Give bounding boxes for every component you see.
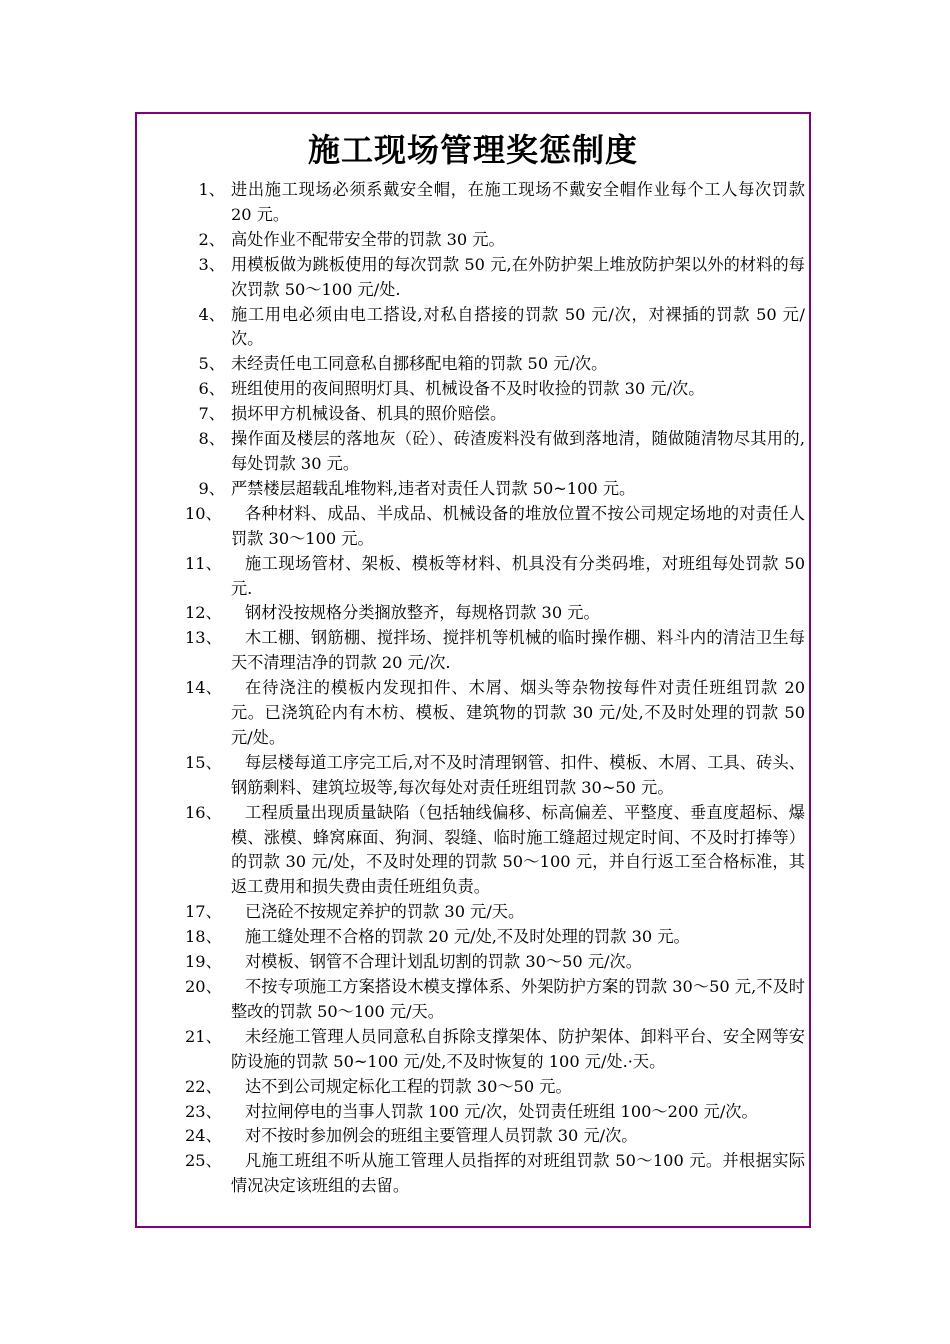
rule-text: 每层楼每道工序完工后,对不及时清理钢管、扣件、模板、木屑、工具、砖头、钢筋剩料、建筑垃圾等,每次每处对责任班组罚款 30~50 元。 [231,752,805,797]
rule-number: 25、 [185,1151,222,1171]
rule-number: 10、 [185,503,222,523]
rule-item [137,676,809,751]
rule-number: 2、 [198,229,225,249]
rule-text: 用模板做为跳板使用的每次罚款 50 元,在外防护架上堆放防护架以外的材料的每次罚款 50～100 元/处. [231,254,805,299]
rule-text: 达不到公司规定标化工程的罚款 30～50 元。 [245,1076,572,1096]
rule-text: 钢材没按规格分类搁放整齐，每规格罚款 30 元。 [245,603,600,623]
rule-number: 4、 [198,304,225,324]
rule-number: 18、 [185,927,222,947]
rule-item [137,352,809,377]
rule-text: 对模板、钢管不合理计划乱切割的罚款 30～50 元/次。 [245,952,642,972]
rule-item [137,751,809,801]
rule-text: 施工用电必须由电工搭设,对私自搭接的罚款 50 元/次，对裸插的罚款 50 元/次。 [231,304,805,349]
rule-number: 15、 [185,752,222,772]
rule-text: 高处作业不配带安全带的罚款 30 元。 [231,229,505,249]
rule-item [137,1100,809,1125]
rule-text: 未经施工管理人员同意私自拆除支撑架体、防护架体、卸料平台、安全网等安防设施的罚款 50~100 元/处,不及时恢复的 100 元/处.·天。 [231,1026,805,1071]
rule-text: 未经责任电工同意私自挪移配电箱的罚款 50 元/次。 [231,354,608,374]
rule-text: 已浇砼不按规定养护的罚款 30 元/天。 [245,902,525,922]
document-frame [135,112,811,1228]
rule-item [137,801,809,901]
rule-number: 22、 [185,1076,222,1096]
rule-number: 1、 [198,180,225,199]
rule-item [137,1149,809,1199]
rule-item [137,303,809,353]
rule-number: 3、 [198,254,225,274]
rule-item [137,950,809,975]
rule-text: 凡施工班组不听从施工管理人员指挥的对班组罚款 50～100 元。并根据实际情况决定该班组的去留。 [231,1151,805,1196]
rule-text: 对拉闸停电的当事人罚款 100 元/次，处罚责任班组 100～200 元/次。 [245,1101,758,1121]
rule-text: 严禁楼层超载乱堆物料,违者对责任人罚款 50~100 元。 [231,478,636,498]
rule-number: 19、 [185,952,222,972]
rule-item [137,1075,809,1100]
rule-number: 13、 [185,628,222,648]
rule-item [137,253,809,303]
rule-text: 不按专项施工方案搭设木模支撑体系、外架防护方案的罚款 30～50 元,不及时整改的罚款 50～100 元/天。 [231,977,805,1021]
rule-item [137,1124,809,1149]
rule-item [137,1025,809,1075]
rule-number: 14、 [185,678,222,698]
rule-number: 12、 [185,603,222,623]
rule-item [137,228,809,253]
rule-text: 班组使用的夜间照明灯具、机械设备不及时收捡的罚款 30 元/次。 [231,379,705,399]
rule-number: 8、 [198,429,225,449]
rule-text: 对不按时参加例会的班组主要管理人员罚款 30 元/次。 [245,1126,638,1146]
rule-item [137,427,809,477]
rule-item [137,402,809,427]
rule-text: 施工缝处理不合格的罚款 20 元/处,不及时处理的罚款 30 元。 [245,927,690,947]
rule-number: 23、 [185,1101,222,1121]
rule-text: 在待浇注的模板内发现扣件、木屑、烟头等杂物按每件对责任班组罚款 20 元。已浇筑砼内有木枋、模板、建筑物的罚款 30 元/处,不及时处理的罚款 50 元/处。 [231,678,805,747]
rule-text: 损坏甲方机械设备、机具的照价赔偿。 [231,404,507,424]
rule-item [137,975,809,1025]
rule-item [137,626,809,676]
rule-number: 11、 [185,553,222,573]
rule-text: 进出施工现场必须系戴安全帽，在施工现场不戴安全帽作业每个工人每次罚款 20 元。 [231,180,805,224]
rule-item [137,477,809,502]
rule-item [137,552,809,602]
rule-item [137,502,809,552]
rule-text: 各种材料、成品、半成品、机械设备的堆放位置不按公司规定场地的对责任人罚款 30～100 元。 [231,503,805,548]
rule-number: 17、 [185,902,222,922]
rule-number: 21、 [185,1026,222,1046]
rule-number: 20、 [185,977,222,996]
rule-number: 24、 [185,1126,222,1146]
rule-item [137,178,809,228]
rule-number: 7、 [198,404,225,424]
rule-text: 木工棚、钢筋棚、搅拌场、搅拌机等机械的临时操作棚、料斗内的清洁卫生每天不清理洁净的罚款 20 元/次. [231,628,805,673]
rule-item [137,900,809,925]
rule-item [137,377,809,402]
rule-text: 施工现场管材、架板、模板等材料、机具没有分类码堆，对班组每处罚款 50 元. [231,553,805,598]
rule-number: 16、 [185,802,222,822]
rule-number: 6、 [198,379,225,399]
rules-list [137,178,809,1199]
rule-item [137,601,809,626]
rule-number: 9、 [198,478,225,498]
rule-number: 5、 [198,354,225,374]
rule-item [137,925,809,950]
rule-text: 工程质量出现质量缺陷（包括轴线偏移、标高偏差、平整度、垂直度超标、爆模、涨模、蜂窝麻面、狗洞、裂缝、临时施工缝超过规定时间、不及时打捧等）的罚款 30 元/处，不及时处理的罚款 50～100 元，并自行返工至合格标准，其返工费用和损失费由责任班组负责。 [231,802,805,897]
rule-text: 操作面及楼层的落地灰（砼）、砖渣废料没有做到落地清，随做随清物尽其用的,每处罚款 30 元。 [231,429,805,473]
document-title: 施工现场管理奖惩制度 [307,131,638,169]
